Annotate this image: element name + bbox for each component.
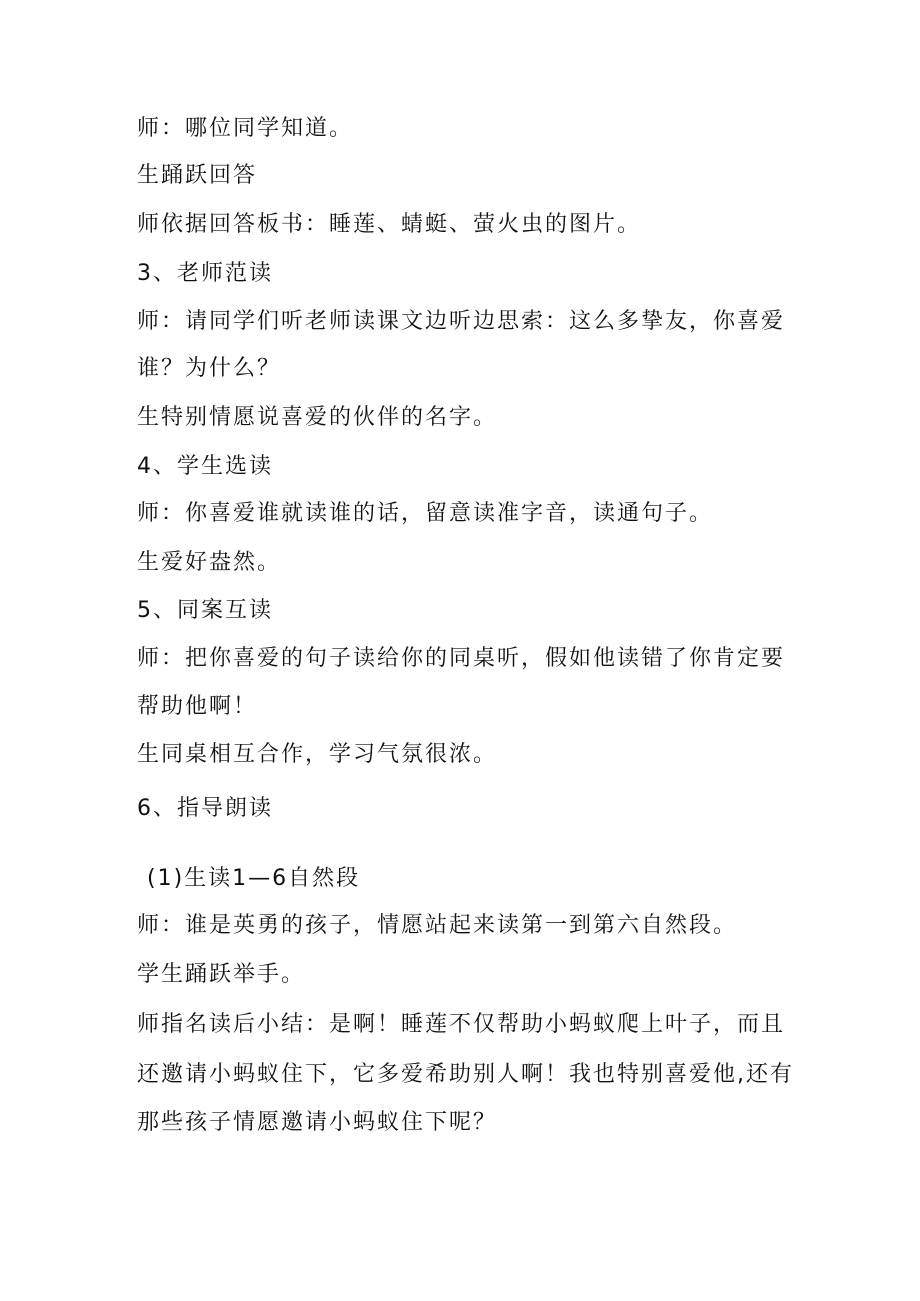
text-line: 那些孩子情愿邀请小蚂蚁住下呢？ [137,1110,498,1135]
text-line: 生同桌相互合作，学习气氛很浓。 [137,742,498,767]
section-heading: 3、老师范读 [137,261,273,286]
text-line: 师：哪位同学知道。 [137,116,354,141]
text-line: 师：谁是英勇的孩子，情愿站起来读第一到第六自然段。 [137,913,738,938]
text-line: 师：请同学们听老师读课文边听边思索：这么多挚友，你喜爱 [137,309,786,334]
text-line: 生特别情愿说喜爱的伙伴的名字。 [137,405,498,430]
text-line: 学生踊跃举手。 [137,962,306,987]
text-line: 师：把你喜爱的句子读给你的同桌听，假如他读错了你肯定要 [137,646,786,671]
section-heading: 6、指导朗读 [137,796,273,821]
section-heading: 5、同案互读 [137,598,273,623]
text-line: 师依据回答板书：睡莲、蜻蜓、萤火虫的图片。 [137,212,642,237]
text-line: 谁？为什么？ [137,356,282,381]
text-line: 生踊跃回答 [137,163,258,188]
text-line: 师：你喜爱谁就读谁的话，留意读准字音，读通句子。 [137,501,714,526]
section-heading: 4、学生选读 [137,454,273,479]
text-line: 师指名读后小结：是啊！睡莲不仅帮助小蚂蚁爬上叶子，而且 [137,1012,786,1037]
text-line: 生爱好盎然。 [137,550,282,575]
subsection-heading: (1)生读1—6自然段 [147,866,361,891]
text-line: 帮助他啊！ [137,694,258,719]
text-line: 还邀请小蚂蚁住下，它多爱希助别人啊！我也特别喜爱他,还有 [137,1062,794,1087]
